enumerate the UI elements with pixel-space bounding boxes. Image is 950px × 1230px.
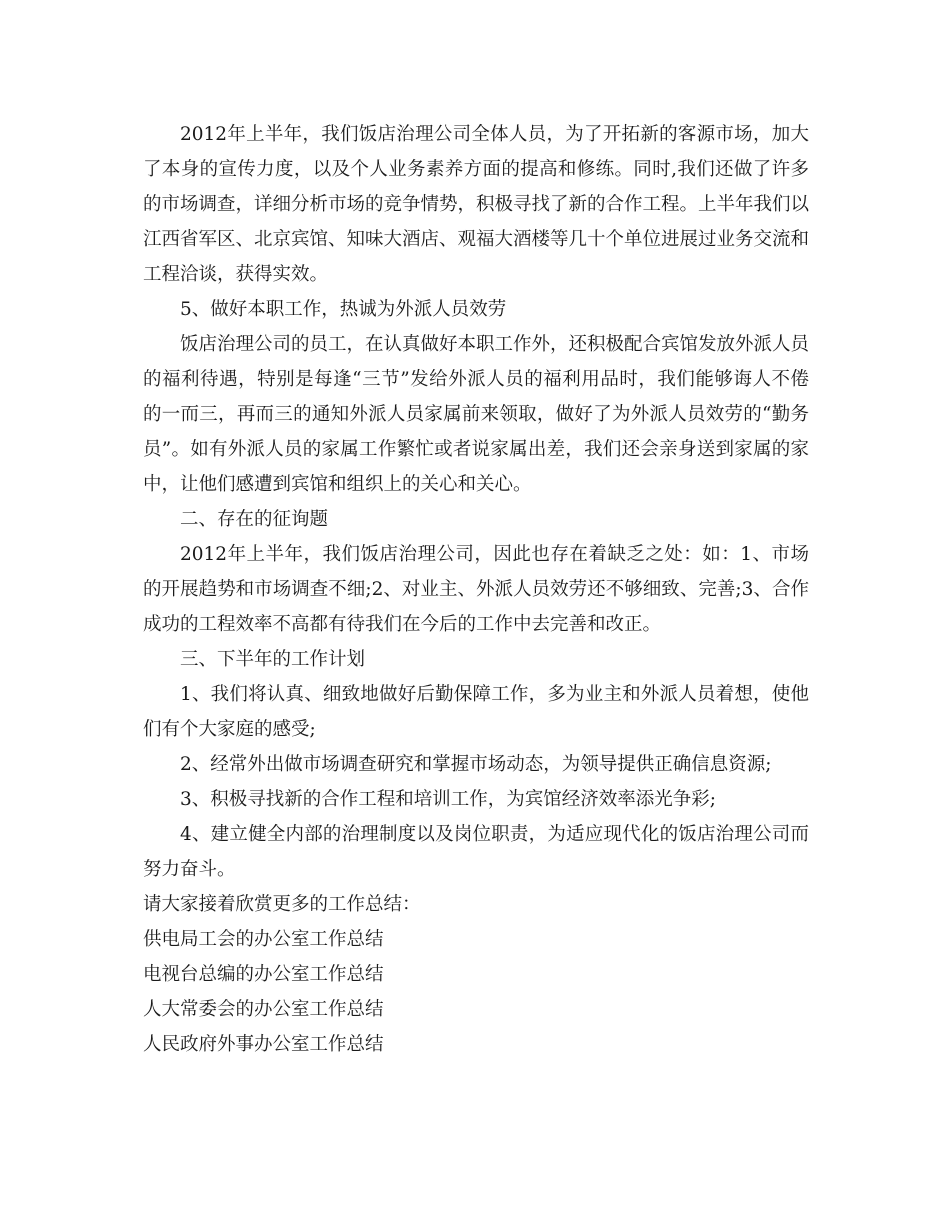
section-heading-plan: 三、下半年的工作计划 xyxy=(180,649,366,670)
plan-item-2: 2、经常外出做市场调查研究和掌握市场动态，为领导提供正确信息资源; xyxy=(180,754,772,775)
related-link-foreign-affairs[interactable]: 人民政府外事办公室工作总结 xyxy=(143,1034,384,1055)
plan-item-1: 1、我们将认真、细致地做好后勤保障工作，多为业主和外派人员着想，使他们有个大家庭的感受; xyxy=(143,684,809,740)
plan-item-3: 3、积极寻找新的合作工程和培训工作，为宾馆经济效率添光争彩; xyxy=(180,789,717,810)
plan-item-4: 4、建立健全内部的治理制度以及岗位职责，为适应现代化的饭店治理公司而努力奋斗。 xyxy=(143,824,809,880)
document-body xyxy=(143,117,809,1062)
more-summaries-intro: 请大家接着欣赏更多的工作总结： xyxy=(143,894,421,915)
section-heading-problems: 二、存在的征询题 xyxy=(180,509,329,530)
paragraph-shortcomings: 2012年上半年，我们饭店治理公司，因此也存在着缺乏之处：如：1、市场的开展趋势和市场调查不细;2、对业主、外派人员效劳还不够细致、完善;3、合作成功的工程效率不高都有待我们在今后的工作中去完善和改正。 xyxy=(143,544,809,635)
paragraph-welfare: 饭店治理公司的员工，在认真做好本职工作外，还积极配合宾馆发放外派人员的福利待遇，特别是每逢“三节”发给外派人员的福利用品时，我们能够诲人不倦的一而三，再而三的通知外派人员家属前来领取，做好了为外派人员效劳的“勤务员”。如有外派人员的家属工作繁忙或者说家属出差，我们还会亲身送到家属的家中，让他们感遭到宾馆和组织上的关心和关心。 xyxy=(143,334,810,495)
related-link-npc-committee[interactable]: 人大常委会的办公室工作总结 xyxy=(143,999,384,1020)
paragraph-recruitment: 2012年上半年，我们饭店治理公司全体人员，为了开拓新的客源市场，加大了本身的宣传力度，以及个人业务素养方面的提高和修练。同时,我们还做了许多的市场调查，详细分析市场的竞争情势，积极寻找了新的合作工程。上半年我们以江西省军区、北京宾馆、知味大酒店、观福大酒楼等几十个单位进展过业务交流和工程洽谈，获得实效。 xyxy=(143,124,810,285)
related-link-tv-station[interactable]: 电视台总编的办公室工作总结 xyxy=(143,964,384,985)
section-heading-service: 5、做好本职工作，热诚为外派人员效劳 xyxy=(180,299,507,320)
related-link-power-bureau[interactable]: 供电局工会的办公室工作总结 xyxy=(143,929,384,950)
